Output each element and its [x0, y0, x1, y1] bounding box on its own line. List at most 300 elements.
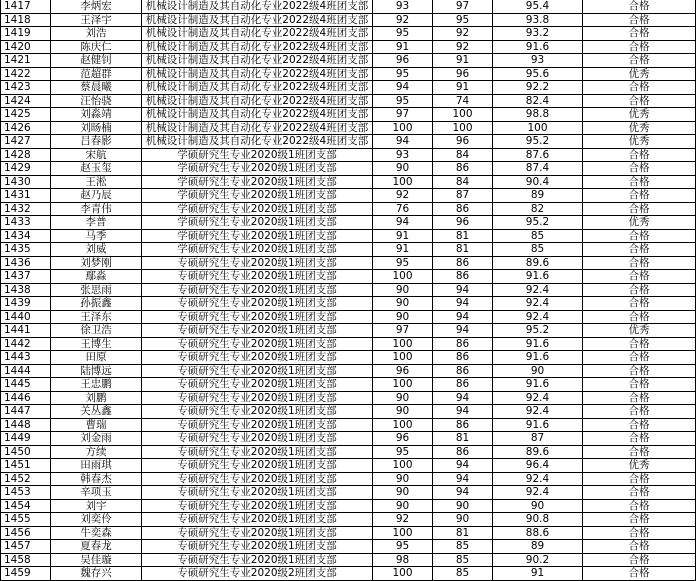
id-cell[interactable]: 1417 — [1, 0, 51, 13]
branch-cell[interactable]: 机械设计制造及其自动化专业2022级4班团支部 — [142, 54, 373, 68]
total-score-cell[interactable]: 95.2 — [493, 216, 583, 230]
branch-cell[interactable]: 专硕研究生专业2020级2班团支部 — [142, 567, 373, 581]
score-1-cell[interactable]: 96 — [373, 364, 433, 378]
total-score-cell[interactable]: 92.4 — [493, 310, 583, 324]
branch-cell[interactable]: 学硕研究生专业2020级1班团支部 — [142, 189, 373, 203]
name-cell[interactable]: 刘梦刚 — [51, 256, 142, 270]
id-cell[interactable]: 1429 — [1, 162, 51, 176]
score-2-cell[interactable]: 81 — [433, 243, 493, 257]
name-cell[interactable]: 夏春龙 — [51, 540, 142, 554]
branch-cell[interactable]: 专硕研究生专业2020级1班团支部 — [142, 364, 373, 378]
table-row[interactable] — [1, 283, 696, 297]
table-row[interactable] — [1, 148, 696, 162]
score-1-cell[interactable]: 90 — [373, 472, 433, 486]
branch-cell[interactable]: 专硕研究生专业2020级1班团支部 — [142, 351, 373, 365]
branch-cell[interactable]: 机械设计制造及其自动化专业2022级4班团支部 — [142, 121, 373, 135]
table-row[interactable] — [1, 54, 696, 68]
total-score-cell[interactable]: 90 — [493, 364, 583, 378]
name-cell[interactable]: 鄢淼 — [51, 270, 142, 284]
grade-cell[interactable]: 合格 — [583, 162, 696, 176]
score-1-cell[interactable]: 95 — [373, 540, 433, 554]
id-cell[interactable]: 1435 — [1, 243, 51, 257]
branch-cell[interactable]: 专硕研究生专业2020级1班团支部 — [142, 324, 373, 338]
id-cell[interactable]: 1453 — [1, 486, 51, 500]
grade-cell[interactable]: 优秀 — [583, 324, 696, 338]
score-1-cell[interactable]: 92 — [373, 13, 433, 27]
total-score-cell[interactable]: 95.4 — [493, 0, 583, 13]
name-cell[interactable]: 吴佳璇 — [51, 553, 142, 567]
score-1-cell[interactable]: 91 — [373, 229, 433, 243]
id-cell[interactable]: 1422 — [1, 67, 51, 81]
branch-cell[interactable]: 机械设计制造及其自动化专业2022级4班团支部 — [142, 0, 373, 13]
total-score-cell[interactable]: 92.4 — [493, 297, 583, 311]
grade-cell[interactable]: 合格 — [583, 189, 696, 203]
grade-cell[interactable]: 优秀 — [583, 459, 696, 473]
branch-cell[interactable]: 专硕研究生专业2020级1班团支部 — [142, 297, 373, 311]
name-cell[interactable]: 王淞 — [51, 175, 142, 189]
grade-cell[interactable]: 合格 — [583, 540, 696, 554]
table-row[interactable] — [1, 108, 696, 122]
branch-cell[interactable]: 专硕研究生专业2020级1班团支部 — [142, 337, 373, 351]
grade-cell[interactable]: 合格 — [583, 54, 696, 68]
branch-cell[interactable]: 学硕研究生专业2020级1班团支部 — [142, 243, 373, 257]
table-row[interactable] — [1, 391, 696, 405]
score-2-cell[interactable]: 87 — [433, 189, 493, 203]
table-row[interactable] — [1, 432, 696, 446]
id-cell[interactable]: 1431 — [1, 189, 51, 203]
id-cell[interactable]: 1443 — [1, 351, 51, 365]
grade-cell[interactable]: 合格 — [583, 364, 696, 378]
grade-cell[interactable]: 合格 — [583, 310, 696, 324]
name-cell[interactable]: 刘鹏 — [51, 391, 142, 405]
score-1-cell[interactable]: 95 — [373, 94, 433, 108]
id-cell[interactable]: 1419 — [1, 27, 51, 41]
grade-cell[interactable]: 优秀 — [583, 108, 696, 122]
total-score-cell[interactable]: 91.6 — [493, 418, 583, 432]
name-cell[interactable]: 徐卫浩 — [51, 324, 142, 338]
table-row[interactable] — [1, 270, 696, 284]
name-cell[interactable]: 宋航 — [51, 148, 142, 162]
name-cell[interactable]: 李普 — [51, 216, 142, 230]
name-cell[interactable]: 牛奕森 — [51, 526, 142, 540]
score-1-cell[interactable]: 90 — [373, 162, 433, 176]
score-2-cell[interactable]: 86 — [433, 256, 493, 270]
name-cell[interactable]: 曹瑞 — [51, 418, 142, 432]
id-cell[interactable]: 1456 — [1, 526, 51, 540]
score-2-cell[interactable]: 94 — [433, 405, 493, 419]
score-1-cell[interactable]: 96 — [373, 54, 433, 68]
grade-cell[interactable]: 优秀 — [583, 121, 696, 135]
table-row[interactable] — [1, 27, 696, 41]
grade-cell[interactable]: 合格 — [583, 337, 696, 351]
table-row[interactable] — [1, 567, 696, 581]
branch-cell[interactable]: 机械设计制造及其自动化专业2022级4班团支部 — [142, 67, 373, 81]
id-cell[interactable]: 1451 — [1, 459, 51, 473]
id-cell[interactable]: 1450 — [1, 445, 51, 459]
id-cell[interactable]: 1425 — [1, 108, 51, 122]
id-cell[interactable]: 1430 — [1, 175, 51, 189]
total-score-cell[interactable]: 90 — [493, 499, 583, 513]
total-score-cell[interactable]: 87.6 — [493, 148, 583, 162]
total-score-cell[interactable]: 92.4 — [493, 472, 583, 486]
id-cell[interactable]: 1459 — [1, 567, 51, 581]
id-cell[interactable]: 1418 — [1, 13, 51, 27]
id-cell[interactable]: 1440 — [1, 310, 51, 324]
score-1-cell[interactable]: 100 — [373, 459, 433, 473]
id-cell[interactable]: 1452 — [1, 472, 51, 486]
branch-cell[interactable]: 专硕研究生专业2020级1班团支部 — [142, 472, 373, 486]
total-score-cell[interactable]: 91.6 — [493, 337, 583, 351]
grade-cell[interactable]: 合格 — [583, 526, 696, 540]
table-row[interactable] — [1, 40, 696, 54]
score-2-cell[interactable]: 86 — [433, 378, 493, 392]
id-cell[interactable]: 1420 — [1, 40, 51, 54]
score-2-cell[interactable]: 94 — [433, 324, 493, 338]
grade-cell[interactable]: 合格 — [583, 553, 696, 567]
grade-cell[interactable]: 合格 — [583, 405, 696, 419]
name-cell[interactable]: 马季 — [51, 229, 142, 243]
table-row[interactable] — [1, 351, 696, 365]
grade-cell[interactable]: 合格 — [583, 283, 696, 297]
name-cell[interactable]: 韩春杰 — [51, 472, 142, 486]
grade-cell[interactable]: 合格 — [583, 256, 696, 270]
total-score-cell[interactable]: 89.6 — [493, 445, 583, 459]
name-cell[interactable]: 赵玉玺 — [51, 162, 142, 176]
grade-cell[interactable]: 合格 — [583, 148, 696, 162]
score-1-cell[interactable]: 95 — [373, 67, 433, 81]
branch-cell[interactable]: 专硕研究生专业2020级1班团支部 — [142, 486, 373, 500]
score-1-cell[interactable]: 92 — [373, 189, 433, 203]
table-row[interactable] — [1, 472, 696, 486]
id-cell[interactable]: 1454 — [1, 499, 51, 513]
total-score-cell[interactable]: 89 — [493, 189, 583, 203]
table-row[interactable] — [1, 499, 696, 513]
name-cell[interactable]: 王泽宇 — [51, 13, 142, 27]
name-cell[interactable]: 范超群 — [51, 67, 142, 81]
branch-cell[interactable]: 专硕研究生专业2020级1班团支部 — [142, 256, 373, 270]
id-cell[interactable]: 1445 — [1, 378, 51, 392]
score-1-cell[interactable]: 94 — [373, 216, 433, 230]
grade-cell[interactable]: 合格 — [583, 418, 696, 432]
total-score-cell[interactable]: 95.2 — [493, 135, 583, 149]
grade-cell[interactable]: 合格 — [583, 0, 696, 13]
grade-cell[interactable]: 合格 — [583, 513, 696, 527]
id-cell[interactable]: 1423 — [1, 81, 51, 95]
score-2-cell[interactable]: 86 — [433, 445, 493, 459]
score-2-cell[interactable]: 85 — [433, 553, 493, 567]
grade-cell[interactable]: 合格 — [583, 40, 696, 54]
id-cell[interactable]: 1444 — [1, 364, 51, 378]
table-row[interactable] — [1, 229, 696, 243]
score-1-cell[interactable]: 100 — [373, 121, 433, 135]
table-row[interactable] — [1, 162, 696, 176]
table-row[interactable] — [1, 67, 696, 81]
score-2-cell[interactable]: 95 — [433, 13, 493, 27]
score-2-cell[interactable]: 86 — [433, 337, 493, 351]
table-row[interactable] — [1, 445, 696, 459]
name-cell[interactable]: 刘威 — [51, 243, 142, 257]
total-score-cell[interactable]: 85 — [493, 243, 583, 257]
total-score-cell[interactable]: 90.2 — [493, 553, 583, 567]
id-cell[interactable]: 1457 — [1, 540, 51, 554]
grade-cell[interactable]: 合格 — [583, 378, 696, 392]
score-2-cell[interactable]: 92 — [433, 40, 493, 54]
table-row[interactable] — [1, 364, 696, 378]
total-score-cell[interactable]: 89.6 — [493, 256, 583, 270]
total-score-cell[interactable]: 91.6 — [493, 270, 583, 284]
score-2-cell[interactable]: 91 — [433, 81, 493, 95]
grade-cell[interactable]: 优秀 — [583, 216, 696, 230]
branch-cell[interactable]: 机械设计制造及其自动化专业2022级4班团支部 — [142, 135, 373, 149]
score-2-cell[interactable]: 91 — [433, 54, 493, 68]
score-1-cell[interactable]: 95 — [373, 27, 433, 41]
score-2-cell[interactable]: 86 — [433, 270, 493, 284]
grade-cell[interactable]: 合格 — [583, 297, 696, 311]
score-1-cell[interactable]: 90 — [373, 405, 433, 419]
table-row[interactable] — [1, 135, 696, 149]
grade-cell[interactable]: 合格 — [583, 486, 696, 500]
grade-cell[interactable]: 合格 — [583, 270, 696, 284]
branch-cell[interactable]: 机械设计制造及其自动化专业2022级4班团支部 — [142, 13, 373, 27]
id-cell[interactable]: 1433 — [1, 216, 51, 230]
score-1-cell[interactable]: 100 — [373, 526, 433, 540]
total-score-cell[interactable]: 91.6 — [493, 378, 583, 392]
table-row[interactable] — [1, 324, 696, 338]
score-2-cell[interactable]: 85 — [433, 540, 493, 554]
table-row[interactable] — [1, 189, 696, 203]
total-score-cell[interactable]: 87.4 — [493, 162, 583, 176]
branch-cell[interactable]: 专硕研究生专业2020级1班团支部 — [142, 405, 373, 419]
grade-cell[interactable]: 合格 — [583, 432, 696, 446]
id-cell[interactable]: 1436 — [1, 256, 51, 270]
total-score-cell[interactable]: 89 — [493, 540, 583, 554]
grade-cell[interactable]: 合格 — [583, 94, 696, 108]
total-score-cell[interactable]: 95.2 — [493, 324, 583, 338]
id-cell[interactable]: 1438 — [1, 283, 51, 297]
grade-cell[interactable]: 优秀 — [583, 67, 696, 81]
score-2-cell[interactable]: 96 — [433, 135, 493, 149]
score-2-cell[interactable]: 90 — [433, 499, 493, 513]
branch-cell[interactable]: 专硕研究生专业2020级1班团支部 — [142, 540, 373, 554]
name-cell[interactable]: 刘浩 — [51, 27, 142, 41]
grade-cell[interactable]: 合格 — [583, 391, 696, 405]
name-cell[interactable]: 李青伟 — [51, 202, 142, 216]
table-row[interactable] — [1, 337, 696, 351]
grade-cell[interactable]: 合格 — [583, 445, 696, 459]
id-cell[interactable]: 1437 — [1, 270, 51, 284]
score-1-cell[interactable]: 100 — [373, 270, 433, 284]
score-1-cell[interactable]: 100 — [373, 567, 433, 581]
branch-cell[interactable]: 专硕研究生专业2020级1班团支部 — [142, 499, 373, 513]
table-row[interactable] — [1, 175, 696, 189]
name-cell[interactable]: 刘宇 — [51, 499, 142, 513]
score-2-cell[interactable]: 96 — [433, 67, 493, 81]
id-cell[interactable]: 1434 — [1, 229, 51, 243]
table-row[interactable] — [1, 553, 696, 567]
id-cell[interactable]: 1455 — [1, 513, 51, 527]
total-score-cell[interactable]: 82 — [493, 202, 583, 216]
score-2-cell[interactable]: 96 — [433, 216, 493, 230]
score-1-cell[interactable]: 97 — [373, 108, 433, 122]
total-score-cell[interactable]: 88.6 — [493, 526, 583, 540]
score-1-cell[interactable]: 96 — [373, 432, 433, 446]
id-cell[interactable]: 1441 — [1, 324, 51, 338]
branch-cell[interactable]: 学硕研究生专业2020级1班团支部 — [142, 216, 373, 230]
total-score-cell[interactable]: 93.8 — [493, 13, 583, 27]
name-cell[interactable]: 刘奕伶 — [51, 513, 142, 527]
score-2-cell[interactable]: 86 — [433, 351, 493, 365]
branch-cell[interactable]: 机械设计制造及其自动化专业2022级4班团支部 — [142, 40, 373, 54]
name-cell[interactable]: 刘旸楠 — [51, 121, 142, 135]
branch-cell[interactable]: 专硕研究生专业2020级1班团支部 — [142, 391, 373, 405]
id-cell[interactable]: 1446 — [1, 391, 51, 405]
total-score-cell[interactable]: 91.6 — [493, 351, 583, 365]
score-2-cell[interactable]: 94 — [433, 486, 493, 500]
id-cell[interactable]: 1426 — [1, 121, 51, 135]
grade-cell[interactable]: 合格 — [583, 567, 696, 581]
total-score-cell[interactable]: 92.4 — [493, 486, 583, 500]
score-1-cell[interactable]: 100 — [373, 337, 433, 351]
total-score-cell[interactable]: 100 — [493, 121, 583, 135]
name-cell[interactable]: 陈庆仁 — [51, 40, 142, 54]
name-cell[interactable]: 刘淼靖 — [51, 108, 142, 122]
score-2-cell[interactable]: 92 — [433, 27, 493, 41]
table-row[interactable] — [1, 526, 696, 540]
branch-cell[interactable]: 专硕研究生专业2020级1班团支部 — [142, 459, 373, 473]
id-cell[interactable]: 1448 — [1, 418, 51, 432]
total-score-cell[interactable]: 95.6 — [493, 67, 583, 81]
score-1-cell[interactable]: 94 — [373, 135, 433, 149]
id-cell[interactable]: 1428 — [1, 148, 51, 162]
name-cell[interactable]: 田雨琪 — [51, 459, 142, 473]
grade-cell[interactable]: 合格 — [583, 175, 696, 189]
table-row[interactable] — [1, 405, 696, 419]
score-1-cell[interactable]: 76 — [373, 202, 433, 216]
total-score-cell[interactable]: 92.4 — [493, 405, 583, 419]
score-2-cell[interactable]: 100 — [433, 108, 493, 122]
score-2-cell[interactable]: 86 — [433, 162, 493, 176]
grade-cell[interactable]: 合格 — [583, 229, 696, 243]
name-cell[interactable]: 王博生 — [51, 337, 142, 351]
score-1-cell[interactable]: 95 — [373, 256, 433, 270]
grade-cell[interactable]: 合格 — [583, 81, 696, 95]
name-cell[interactable]: 蔡晨曦 — [51, 81, 142, 95]
name-cell[interactable]: 赵健钊 — [51, 54, 142, 68]
id-cell[interactable]: 1442 — [1, 337, 51, 351]
grade-cell[interactable]: 合格 — [583, 351, 696, 365]
name-cell[interactable]: 关丛鑫 — [51, 405, 142, 419]
score-2-cell[interactable]: 90 — [433, 513, 493, 527]
total-score-cell[interactable]: 98.8 — [493, 108, 583, 122]
branch-cell[interactable]: 机械设计制造及其自动化专业2022级4班团支部 — [142, 108, 373, 122]
branch-cell[interactable]: 专硕研究生专业2020级1班团支部 — [142, 526, 373, 540]
score-2-cell[interactable]: 81 — [433, 432, 493, 446]
branch-cell[interactable]: 专硕研究生专业2020级1班团支部 — [142, 513, 373, 527]
score-1-cell[interactable]: 93 — [373, 148, 433, 162]
total-score-cell[interactable]: 93.2 — [493, 27, 583, 41]
name-cell[interactable]: 魏存兴 — [51, 567, 142, 581]
score-1-cell[interactable]: 92 — [373, 513, 433, 527]
table-row[interactable] — [1, 540, 696, 554]
name-cell[interactable]: 田原 — [51, 351, 142, 365]
table-row[interactable] — [1, 121, 696, 135]
id-cell[interactable]: 1432 — [1, 202, 51, 216]
id-cell[interactable]: 1458 — [1, 553, 51, 567]
total-score-cell[interactable]: 91.6 — [493, 40, 583, 54]
score-1-cell[interactable]: 93 — [373, 0, 433, 13]
branch-cell[interactable]: 机械设计制造及其自动化专业2022级4班团支部 — [142, 94, 373, 108]
score-1-cell[interactable]: 90 — [373, 391, 433, 405]
branch-cell[interactable]: 学硕研究生专业2020级1班团支部 — [142, 175, 373, 189]
name-cell[interactable]: 赵乃辰 — [51, 189, 142, 203]
score-1-cell[interactable]: 90 — [373, 499, 433, 513]
score-2-cell[interactable]: 84 — [433, 148, 493, 162]
score-1-cell[interactable]: 98 — [373, 553, 433, 567]
branch-cell[interactable]: 专硕研究生专业2020级1班团支部 — [142, 418, 373, 432]
grade-cell[interactable]: 合格 — [583, 202, 696, 216]
branch-cell[interactable]: 专硕研究生专业2020级1班团支部 — [142, 270, 373, 284]
score-2-cell[interactable]: 81 — [433, 229, 493, 243]
table-row[interactable] — [1, 81, 696, 95]
score-2-cell[interactable]: 94 — [433, 297, 493, 311]
table-row[interactable] — [1, 243, 696, 257]
grade-cell[interactable]: 合格 — [583, 243, 696, 257]
score-2-cell[interactable]: 86 — [433, 418, 493, 432]
score-1-cell[interactable]: 90 — [373, 310, 433, 324]
score-2-cell[interactable]: 86 — [433, 364, 493, 378]
branch-cell[interactable]: 学硕研究生专业2020级1班团支部 — [142, 229, 373, 243]
name-cell[interactable]: 王泽东 — [51, 310, 142, 324]
name-cell[interactable]: 孙振鑫 — [51, 297, 142, 311]
score-1-cell[interactable]: 100 — [373, 378, 433, 392]
grade-cell[interactable]: 合格 — [583, 27, 696, 41]
score-1-cell[interactable]: 100 — [373, 418, 433, 432]
branch-cell[interactable]: 专硕研究生专业2020级1班团支部 — [142, 378, 373, 392]
table-row[interactable] — [1, 94, 696, 108]
name-cell[interactable]: 张思雨 — [51, 283, 142, 297]
branch-cell[interactable]: 机械设计制造及其自动化专业2022级4班团支部 — [142, 81, 373, 95]
name-cell[interactable]: 李炳宏 — [51, 0, 142, 13]
total-score-cell[interactable]: 91 — [493, 567, 583, 581]
branch-cell[interactable]: 学硕研究生专业2020级1班团支部 — [142, 202, 373, 216]
name-cell[interactable]: 王忠鹏 — [51, 378, 142, 392]
id-cell[interactable]: 1421 — [1, 54, 51, 68]
name-cell[interactable]: 陆博远 — [51, 364, 142, 378]
table-row[interactable] — [1, 256, 696, 270]
score-2-cell[interactable]: 94 — [433, 391, 493, 405]
branch-cell[interactable]: 专硕研究生专业2020级1班团支部 — [142, 432, 373, 446]
table-row[interactable] — [1, 486, 696, 500]
branch-cell[interactable]: 专硕研究生专业2020级1班团支部 — [142, 283, 373, 297]
table-row[interactable] — [1, 378, 696, 392]
table-row[interactable] — [1, 202, 696, 216]
score-2-cell[interactable]: 85 — [433, 567, 493, 581]
total-score-cell[interactable]: 90.4 — [493, 175, 583, 189]
total-score-cell[interactable]: 82.4 — [493, 94, 583, 108]
table-row[interactable] — [1, 297, 696, 311]
table-row[interactable] — [1, 0, 696, 13]
score-2-cell[interactable]: 97 — [433, 0, 493, 13]
branch-cell[interactable]: 专硕研究生专业2020级1班团支部 — [142, 310, 373, 324]
score-1-cell[interactable]: 90 — [373, 486, 433, 500]
table-row[interactable] — [1, 310, 696, 324]
score-2-cell[interactable]: 94 — [433, 310, 493, 324]
score-1-cell[interactable]: 95 — [373, 445, 433, 459]
score-2-cell[interactable]: 84 — [433, 175, 493, 189]
table-row[interactable] — [1, 418, 696, 432]
total-score-cell[interactable]: 92.4 — [493, 283, 583, 297]
score-1-cell[interactable]: 91 — [373, 243, 433, 257]
